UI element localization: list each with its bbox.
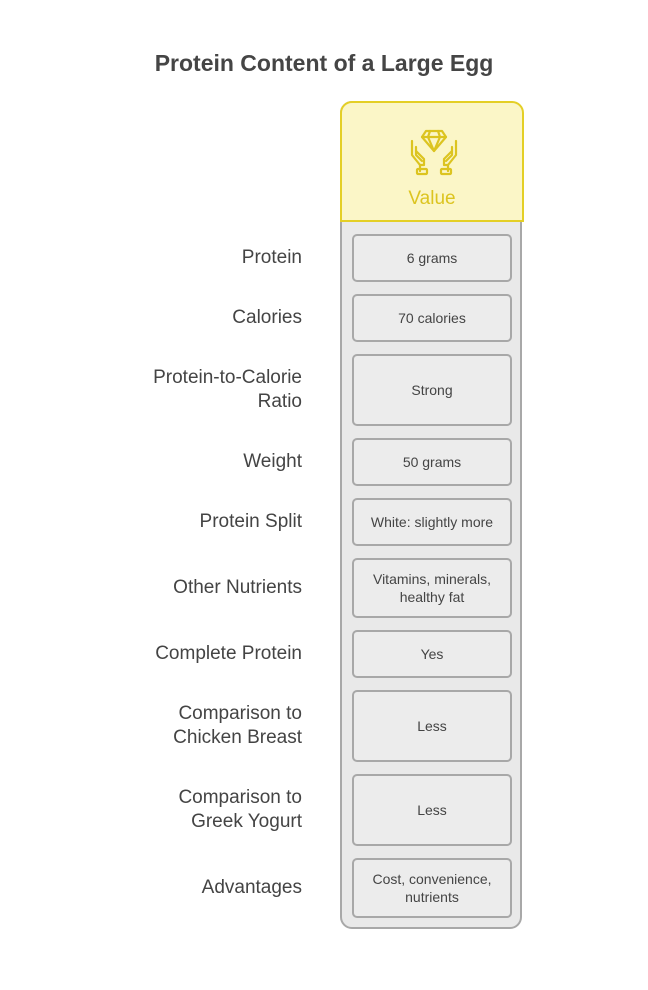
- row-label-protein: Protein: [241, 247, 302, 268]
- row-value-protein-to-calorie-ratio: Strong: [352, 354, 512, 426]
- row-label-weight: Weight: [243, 451, 302, 472]
- row-value-comparison-greek-yogurt: Less: [352, 774, 512, 846]
- row-label-protein-to-calorie-ratio: Protein-to-Calorie Ratio: [153, 367, 302, 412]
- row-value-advantages: Cost, convenience, nutrients: [352, 858, 512, 918]
- row-label-calories: Calories: [232, 307, 302, 328]
- row-label-comparison-greek-yogurt: Comparison to Greek Yogurt: [178, 787, 302, 832]
- hands-diamond-icon: [408, 125, 460, 177]
- row-label-other-nutrients: Other Nutrients: [173, 577, 302, 598]
- value-column-header: [340, 101, 524, 222]
- row-value-complete-protein: Yes: [352, 630, 512, 678]
- row-value-calories: 70 calories: [352, 294, 512, 342]
- row-value-comparison-chicken-breast: Less: [352, 690, 512, 762]
- value-column-label: Value: [408, 188, 456, 209]
- row-label-protein-split: Protein Split: [199, 511, 302, 532]
- row-value-weight: 50 grams: [352, 438, 512, 486]
- row-value-protein-split: White: slightly more: [352, 498, 512, 546]
- row-value-other-nutrients: Vitamins, minerals, healthy fat: [352, 558, 512, 618]
- row-label-comparison-chicken-breast: Comparison to Chicken Breast: [173, 703, 302, 748]
- diagram-title: Protein Content of a Large Egg: [154, 50, 494, 76]
- row-label-advantages: Advantages: [201, 877, 302, 898]
- row-value-protein: 6 grams: [352, 234, 512, 282]
- row-label-complete-protein: Complete Protein: [155, 643, 302, 664]
